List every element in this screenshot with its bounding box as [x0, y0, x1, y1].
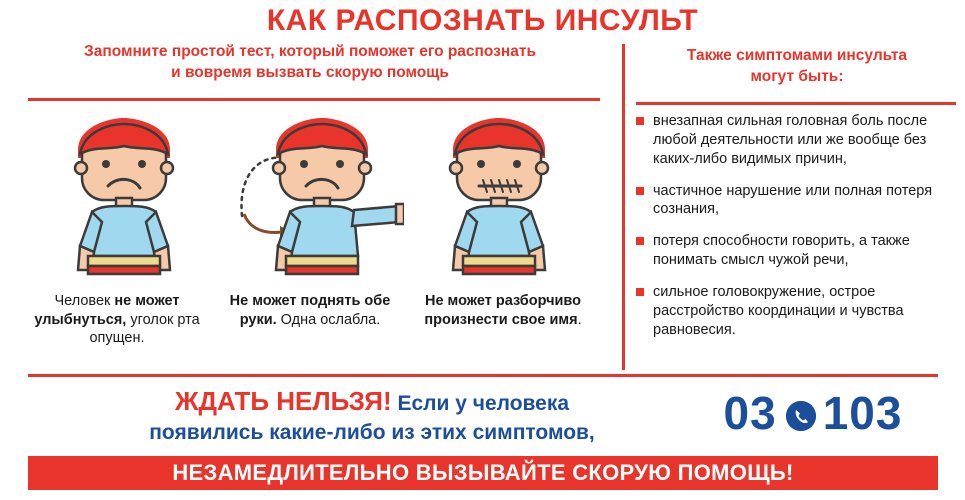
- bullet-icon: [636, 237, 644, 245]
- list-item: [636, 232, 962, 270]
- bullet-icon: [636, 288, 644, 296]
- right-heading-line2: могут быть:: [750, 67, 844, 85]
- symptom-list: [636, 112, 962, 352]
- caption-cannot-raise-arms: Не может поднять обе руки. Одна ослабла.: [229, 293, 391, 328]
- right-heading-line1: Также симптомами инсульта: [686, 47, 908, 64]
- bullet-icon: [636, 187, 644, 195]
- symptom-text: внезапная сильная головная боль после любой деятельности или же вообще без каких-либо видимых причин,: [653, 113, 928, 167]
- emergency-phone-numbers: [678, 382, 948, 444]
- symptom-text: частичное нарушение или полная потеря сознания,: [653, 182, 933, 218]
- caption-cannot-smile: Человек не может улыбнуться, уголок рта опущен.: [34, 293, 200, 347]
- left-subtitle: [10, 40, 610, 84]
- bullet-icon: [636, 117, 644, 125]
- phone-handset-icon: [786, 401, 816, 431]
- warning-emphasis: ЖДАТЬ НЕЛЬЗЯ!: [174, 386, 392, 416]
- left-column: [0, 40, 620, 370]
- warning-text: [92, 384, 652, 447]
- left-subtitle-line2: и вовремя вызвать скорую помощь: [171, 63, 449, 81]
- page-title: КАК РАСПОЗНАТЬ ИНСУЛЬТ: [266, 4, 699, 37]
- right-column: [632, 44, 962, 374]
- warning-rest-line1: Если у человека: [391, 392, 570, 415]
- figure-cannot-smile: [34, 106, 214, 286]
- phone-number-103: 103: [822, 387, 903, 439]
- list-item: [636, 112, 962, 169]
- list-item: [636, 182, 962, 220]
- left-divider: [28, 98, 600, 101]
- symptom-text: потеря способности говорить, а также понимать смысл чужой речи,: [653, 233, 910, 269]
- right-divider: [636, 102, 956, 105]
- warning-line2: появились какие-либо из этих симптомов,: [149, 421, 595, 445]
- figure-cannot-raise-arms: [224, 106, 404, 286]
- bottom-divider: [28, 374, 938, 377]
- figure-cannot-speak: [409, 106, 589, 286]
- figures-row: [24, 106, 608, 286]
- phone-number-03: 03: [723, 387, 777, 439]
- left-subtitle-line1: Запомните простой тест, который поможет его распознать: [84, 43, 536, 60]
- footer-text: НЕЗАМЕДЛИТЕЛЬНО ВЫЗЫВАЙТЕ СКОРУЮ ПОМОЩЬ!: [172, 460, 794, 485]
- list-item: [636, 283, 962, 340]
- column-divider: [622, 44, 625, 370]
- symptom-text: сильное головокружение, острое расстройство координации и чувства равновесия.: [653, 283, 904, 338]
- bottom-section: [0, 382, 965, 452]
- caption-cannot-speak: Не может разборчиво произнести свое имя.: [424, 293, 582, 328]
- footer-call-ambulance-banner: [28, 456, 938, 490]
- right-heading: [632, 44, 962, 88]
